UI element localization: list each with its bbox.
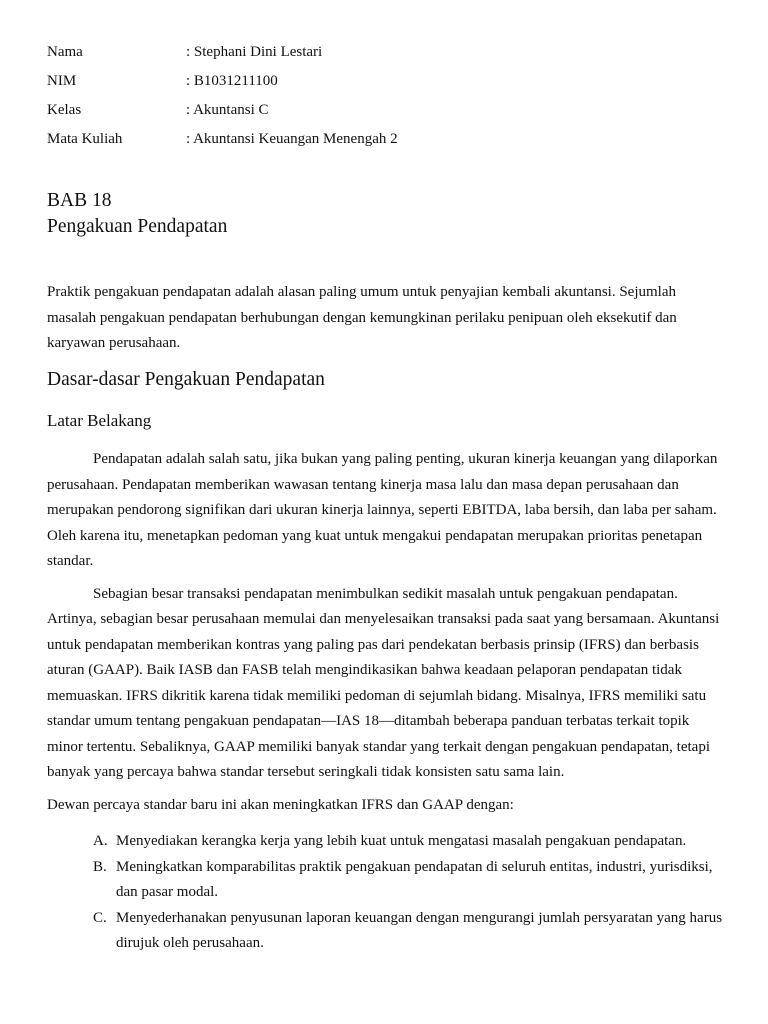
intro-paragraph: Praktik pengakuan pendapatan adalah alasan paling umum untuk penyajian kembali akuntansi. Sejumlah masalah pengakuan pendapatan berhubungan dengan kemungkinan perilaku penipuan oleh eksekutif dan karyawan perusahaan. bbox=[47, 284, 677, 351]
list-marker: C. bbox=[93, 909, 107, 926]
list-item bbox=[47, 855, 727, 906]
chapter-heading bbox=[47, 188, 227, 240]
body-paragraph: Sebagian besar transaksi pendapatan menimbulkan sedikit masalah untuk pengakuan pendapatan. Artinya, sebagian besar perusahaan memulai dan menyelesaikan transaksi pada saat yang bersamaan. Akuntansi untuk pendapatan memberikan kontras yang paling pas dari pendekatan berbasis prinsip (IFRS) dan berbasis aturan (GAAP). Baik IASB dan FASB telah mengindikasikan bahwa keadaan pelaporan pendapatan tidak memuaskan. IFRS dikritik karena tidak memiliki pedoman di sejumlah bidang. Misalnya, IFRS memiliki satu standar umum tentang pengakuan pendapatan—IAS 18—ditambah beberapa panduan terbatas terkait topik minor tertentu. Sebaliknya, GAAP memiliki banyak standar yang terkait dengan pengakuan pendapatan, tetapi banyak yang percaya bahwa standar tersebut seringkali tidak konsisten satu sama lain. bbox=[47, 585, 720, 780]
info-value: : Akuntansi C bbox=[186, 102, 269, 118]
section-heading: Dasar-dasar Pengakuan Pendapatan bbox=[47, 369, 325, 390]
info-row-course bbox=[47, 129, 647, 158]
list-marker: B. bbox=[93, 858, 107, 875]
info-label: Nama bbox=[47, 44, 83, 60]
student-info bbox=[47, 42, 647, 158]
list-item-text: Menyederhanakan penyusunan laporan keuangan dengan mengurangi jumlah persyaratan yang harus dirujuk oleh perusahaan. bbox=[116, 909, 723, 951]
info-row-nim bbox=[47, 71, 647, 100]
info-label: NIM bbox=[47, 73, 77, 89]
info-value: : Stephani Dini Lestari bbox=[186, 44, 323, 60]
info-label: Kelas bbox=[47, 102, 82, 118]
chapter-title: Pengakuan Pendapatan bbox=[47, 216, 228, 237]
section-body bbox=[47, 447, 727, 957]
body-paragraph: Pendapatan adalah salah satu, jika bukan yang paling penting, ukuran kinerja keuangan yang dilaporkan perusahaan. Pendapatan memberikan wawasan tentang kinerja masa lalu dan masa depan perusahaan dan merupakan pendorong signifikan dari ukuran kinerja lainnya, seperti EBITDA, laba bersih, dan laba per saham. Oleh karena itu, menetapkan pedoman yang kuat untuk mengakui pendapatan merupakan prioritas penetapan standar. bbox=[47, 451, 718, 569]
list-item bbox=[47, 829, 727, 855]
info-value: : Akuntansi Keuangan Menengah 2 bbox=[186, 131, 398, 147]
info-label: Mata Kuliah bbox=[47, 131, 123, 147]
info-row-class bbox=[47, 100, 647, 129]
info-row-name bbox=[47, 42, 647, 71]
list-item-text: Menyediakan kerangka kerja yang lebih kuat untuk mengatasi masalah pengakuan pendapatan. bbox=[116, 833, 687, 849]
list-marker: A. bbox=[93, 833, 108, 849]
list-item-text: Meningkatkan komparabilitas praktik pengakuan pendapatan di seluruh entitas, industri, yurisdiksi, dan pasar modal. bbox=[116, 858, 713, 900]
list-lead-in: Dewan percaya standar baru ini akan meningkatkan IFRS dan GAAP dengan: bbox=[47, 796, 514, 813]
info-value: : B1031211100 bbox=[186, 73, 278, 89]
benefit-list bbox=[47, 829, 727, 957]
list-item bbox=[47, 906, 727, 957]
chapter-number: BAB 18 bbox=[47, 190, 112, 211]
subsection-heading: Latar Belakang bbox=[47, 411, 152, 430]
